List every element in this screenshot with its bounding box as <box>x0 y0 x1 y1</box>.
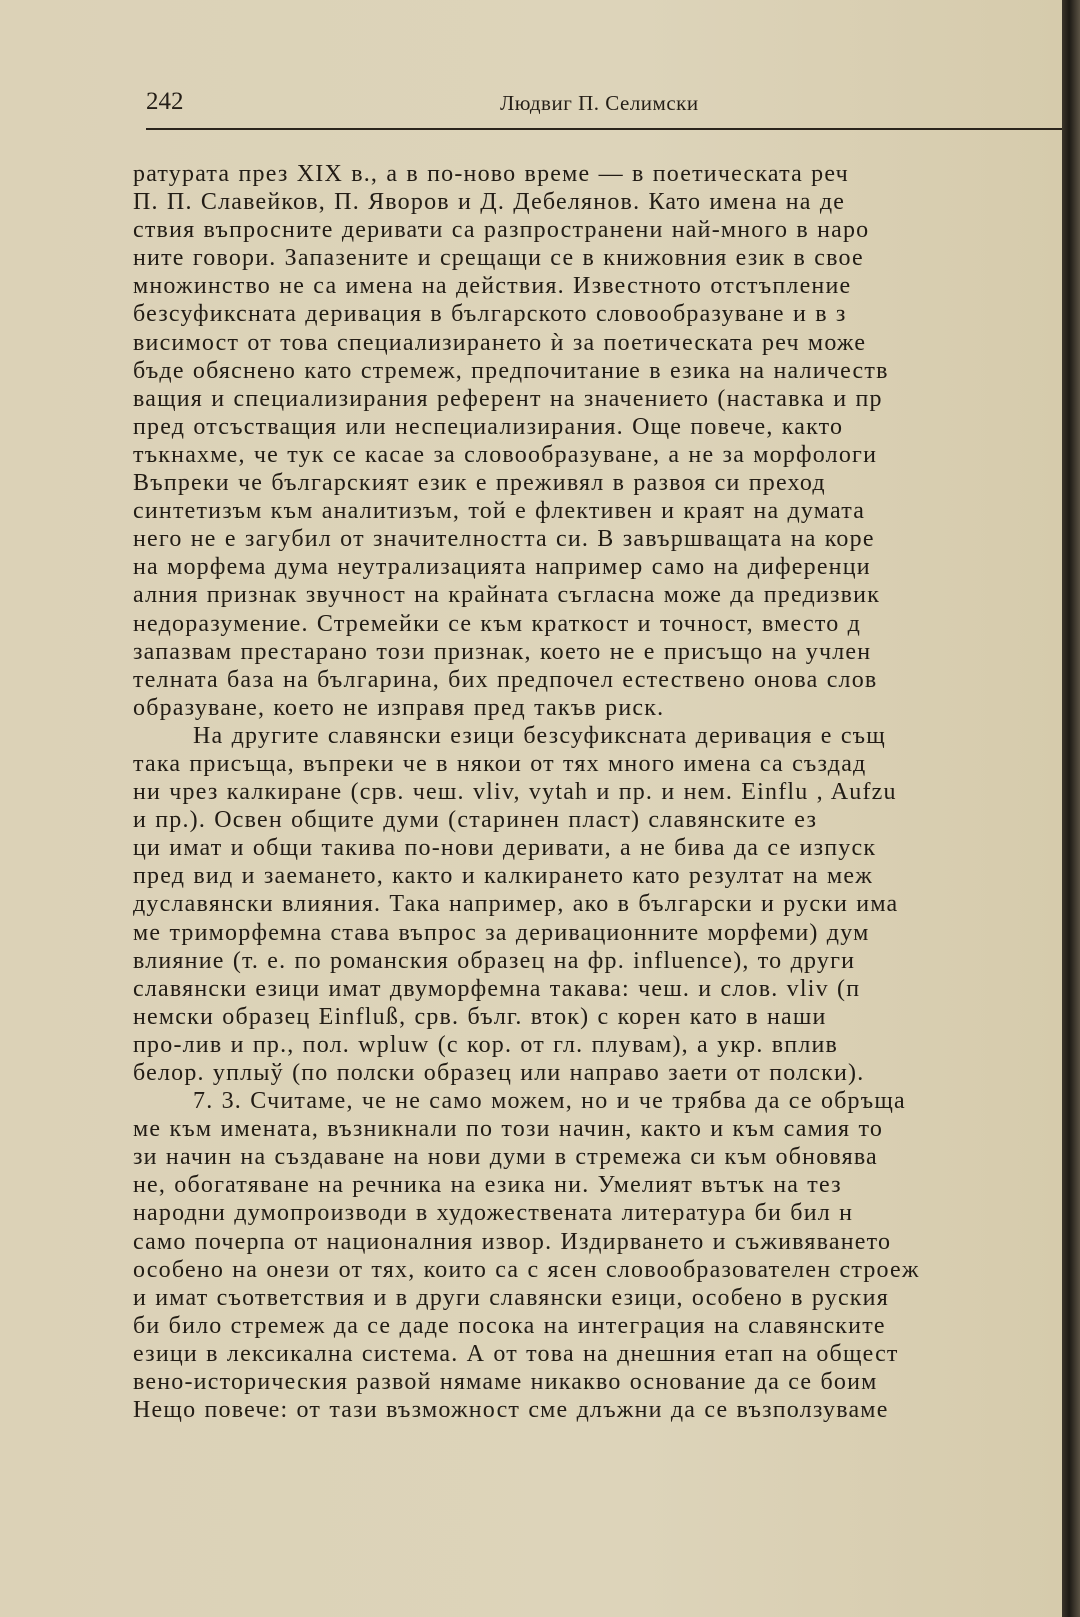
text-line: безсуфиксната деривация в българското словообразуване и в з <box>133 301 847 328</box>
text-line: пред отсъстващия или неспециализирания. Още повече, както <box>133 413 844 440</box>
text-line: На другите славянски езици безсуфиксната деривация е същ <box>193 722 886 749</box>
text-line: ствия въпросните деривати са разпространени най-много в наро <box>133 217 870 244</box>
text-line: славянски езици имат двуморфемна такава: чеш. и слов. vliv (п <box>133 975 861 1002</box>
text-line: влияние (т. е. по романския образец на фр. influence), то други <box>133 947 856 974</box>
text-line: про-лив и пр., пол. wpluw (с кор. от гл. плувам), а укр. вплив <box>133 1031 839 1058</box>
text-line: тъкнахме, че тук се касае за словообразуване, а не за морфологи <box>133 441 878 468</box>
text-line: 7. 3. Считаме, че не само можем, но и че трябва да се обръща <box>193 1088 906 1115</box>
text-line: белор. уплыў (по полски образец или направо заети от полски). <box>133 1060 865 1086</box>
text-line: пред вид и заемането, както и калкирането като резултат на меж <box>133 863 873 890</box>
text-line: бъде обяснено като стремеж, предпочитание в езика на наличеств <box>133 357 889 384</box>
text-line: синтетизъм към аналитизъм, той е флективен и краят на думата <box>133 498 866 525</box>
text-line: би било стремеж да се даде посока на интеграция на славянските <box>133 1312 886 1339</box>
text-line: ни чрез калкиране (срв. чеш. vliv, vytah и пр. и нем. Einflu , Aufzu <box>133 779 897 806</box>
text-line: дуславянски влияния. Така например, ако в български и руски има <box>133 891 899 918</box>
text-line: множинство не са имена на действия. Известното отстъпление <box>133 273 852 300</box>
page-header <box>146 88 1062 130</box>
text-line: алния признак звучност на крайната съгласна може да предизвик <box>133 582 881 609</box>
text-line: езици в лексикална система. А от това на днешния етап на общест <box>133 1340 899 1367</box>
text-line: запазвам престарано този признак, което не е присъщо на учлен <box>133 638 872 665</box>
text-line: ните говори. Запазените и срещащи се в книжовния език в свое <box>133 245 864 272</box>
text-line: не, обогатяване на речника на езика ни. Умелият вътък на тез <box>133 1172 842 1199</box>
book-binding-edge <box>1062 0 1080 1617</box>
text-line: ващия и специализирания референт на значението (наставка и пр <box>133 385 883 412</box>
running-head: Людвиг П. Селимски <box>500 91 699 115</box>
text-line: така присъща, въпреки че в някои от тях много имена са създад <box>133 750 867 777</box>
text-line: зи начин на създаване на нови думи в стремежа си към обновява <box>133 1144 878 1171</box>
text-line: само почерпа от националния извор. Издирването и съживяването <box>133 1228 892 1255</box>
text-line: ци имат и общи такива по-нови деривати, а не бива да се изпуск <box>133 835 877 862</box>
page-number: 242 <box>146 88 184 115</box>
text-line: телната база на българина, бих предпочел естествено онова слов <box>133 666 878 693</box>
text-line: образуване, което не изправя пред такъв риск. <box>133 694 665 721</box>
text-line: особено на онези от тях, които са с ясен словообразователен строеж <box>133 1256 920 1283</box>
text-line: Въпреки че българският език е преживял в развоя си преход <box>133 470 826 497</box>
text-line: ратурата през XIX в., а в по-ново време — в поетическата реч <box>133 161 849 187</box>
text-line: П. П. Славейков, П. Яворов и Д. Дебелянов. Като имена на де <box>133 189 846 216</box>
text-line: ме триморфемна става въпрос за деривационните морфеми) дум <box>133 919 870 946</box>
text-line: Нещо повече: от тази възможност сме длъжни да се възползуваме <box>133 1397 889 1424</box>
text-line: и пр.). Освен общите думи (старинен пласт) славянските ез <box>133 807 818 834</box>
text-line: висимост от това специализирането ѝ за поетическата реч може <box>133 329 867 356</box>
body-text <box>133 160 1062 1424</box>
text-line: немски образец Einfluß, срв. бълг. вток) с корен като в наши <box>133 1003 827 1030</box>
text-line: недоразумение. Стремейки се към краткост и точност, вместо д <box>133 610 862 637</box>
text-line: на морфема дума неутрализацията например само на диференци <box>133 554 871 581</box>
text-line: и имат съответствия и в други славянски езици, особено в руския <box>133 1284 889 1311</box>
text-line: него не е загубил от значителността си. В завършващата на коре <box>133 526 875 553</box>
text-line: народни думопроизводи в художествената литература би бил н <box>133 1200 854 1227</box>
text-line: ме към имената, възникнали по този начин, както и към самия то <box>133 1116 884 1143</box>
text-line: вено-историческия развой нямаме никакво основание да се боим <box>133 1369 878 1396</box>
